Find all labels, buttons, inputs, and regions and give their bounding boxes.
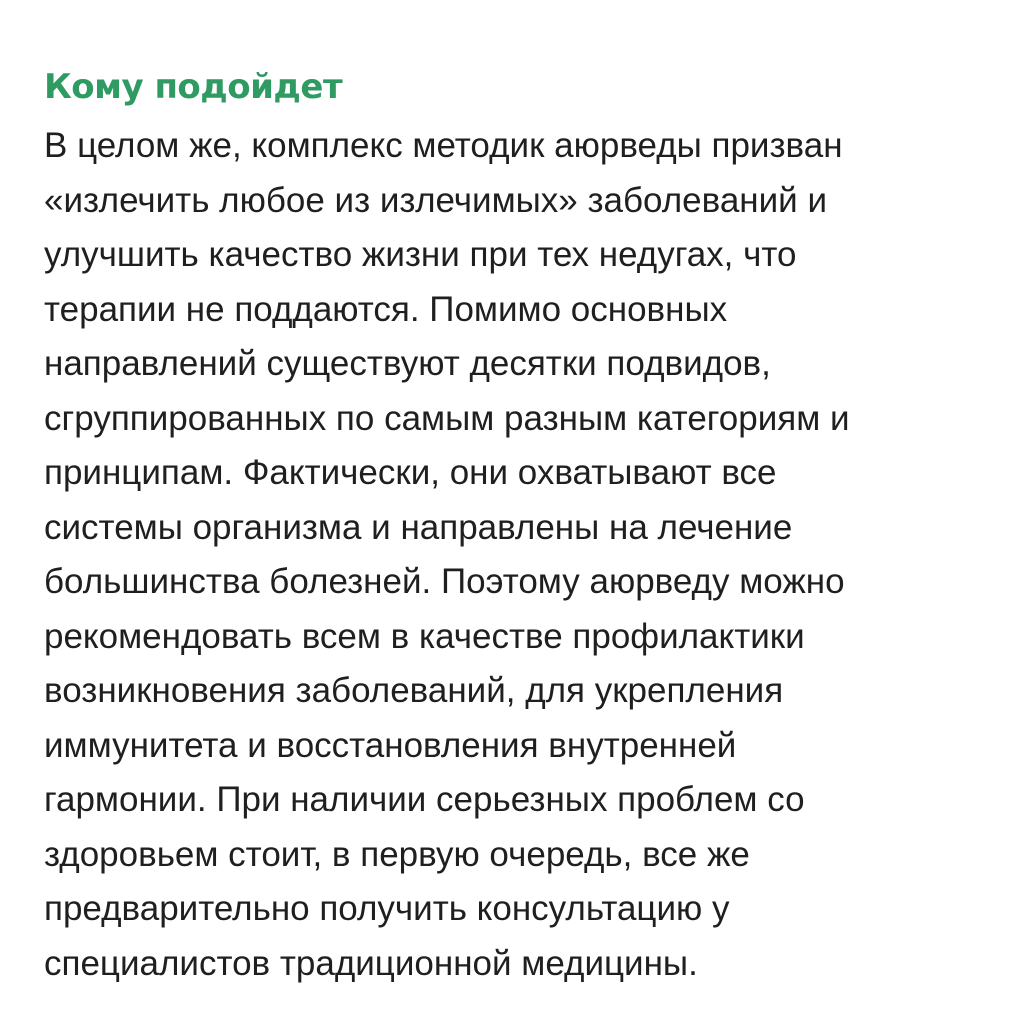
paragraph-line: иммунитета и восстановления внутренней — [44, 725, 737, 765]
paragraph-line: улучшить качество жизни при тех недугах, что — [44, 235, 797, 274]
paragraph-line: большинства болезней. Поэтому аюрведу можно — [44, 562, 845, 601]
article-section — [44, 58, 1004, 991]
paragraph-line: возникновения заболеваний, для укрепления — [44, 671, 784, 710]
paragraph-line: терапии не поддаются. Помимо основных — [44, 289, 728, 329]
paragraph-line: здоровьем стоит, в первую очередь, все же — [44, 834, 750, 874]
section-paragraph — [44, 119, 1004, 991]
paragraph-line: гармонии. При наличии серьезных проблем со — [44, 780, 805, 819]
paragraph-line: В целом же, комплекс методик аюрведы призван — [44, 126, 843, 165]
paragraph-line: принципам. Фактически, они охватывают все — [44, 453, 777, 492]
paragraph-line: рекомендовать всем в качестве профилактики — [44, 616, 805, 656]
paragraph-line: специалистов традиционной медицины. — [44, 943, 698, 983]
section-heading: Кому подойдет — [44, 67, 343, 107]
paragraph-line: направлений существуют десятки подвидов, — [44, 344, 771, 383]
paragraph-line: «излечить любое из излечимых» заболеваний и — [44, 180, 828, 220]
paragraph-line: предварительно получить консультацию у — [44, 889, 730, 928]
paragraph-line: сгруппированных по самым разным категориям и — [44, 398, 850, 438]
paragraph-line: системы организма и направлены на лечение — [44, 507, 793, 547]
